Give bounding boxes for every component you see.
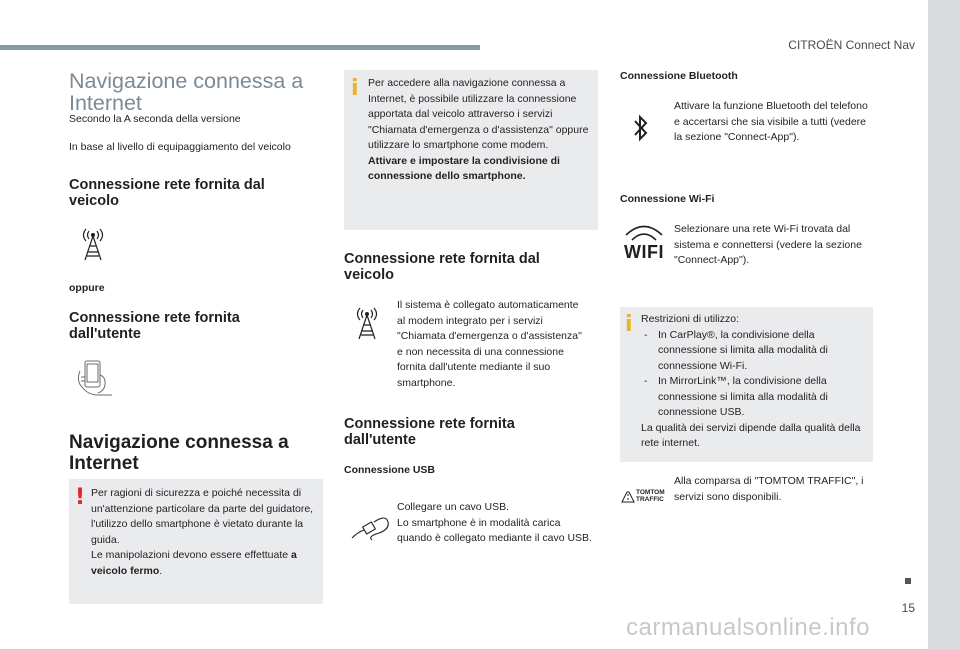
- heading-user-network: Connessione rete fornita dall'utente: [69, 310, 240, 342]
- info-icon: i: [351, 76, 359, 101]
- wifi-text: Selezionare una rete Wi-Fi trovata dal sistema e connettersi (vedere la sezione "Connect-App").: [674, 223, 862, 266]
- info-box-access: [344, 70, 598, 230]
- heading-vehicle-network-2: Connessione rete fornita dal veicolo: [344, 251, 540, 283]
- restrictions-list: [641, 328, 869, 421]
- info-text: Per accedere alla navigazione connessa a Internet, è possibile utilizzare la connessione apportata dal veicolo attraverso i servizi "Chiamata d'emergenza o d'assistenza" oppure utilizzare lo smartphone come modem. Attivare e impostare la condivisione di connessione dello smartphone.: [368, 77, 589, 182]
- header-rule: [0, 45, 480, 50]
- restrictions-content: [641, 312, 869, 452]
- watermark: carmanualsonline.info: [626, 614, 870, 641]
- page-edge-band: [928, 0, 960, 649]
- antenna-icon: [76, 224, 110, 262]
- page-number: 15: [901, 601, 915, 615]
- vehicle-network-text: Il sistema è collegato automaticamente al modem integrato per i servizi "Chiamata d'emergenza o d'assistenza" e non necessita di una connessione fornita dall'utente mediante il suo smartphone.: [397, 299, 582, 389]
- usb-label: Connessione USB: [344, 464, 436, 476]
- info-icon-2: i: [625, 312, 633, 337]
- page-marker: [905, 578, 911, 584]
- bluetooth-label: Connessione Bluetooth: [620, 70, 738, 82]
- warning-box: [69, 479, 323, 604]
- tomtom-text: Alla comparsa di "TOMTOM TRAFFIC", i servizi sono disponibili.: [674, 475, 864, 503]
- info-box-restrictions: [620, 307, 873, 462]
- intro-text: In base al livello di equipaggiamento del veicolo: [69, 141, 291, 153]
- bluetooth-icon: [630, 112, 652, 144]
- list-item: - In CarPlay®, la condivisione della connessione si limita alla modalità di connessione Wi-Fi.: [644, 328, 828, 372]
- antenna-icon-2: [350, 303, 384, 341]
- warning-text: Per ragioni di sicurezza e poiché necessita di un'attenzione particolare da parte del guidatore, l'utilizzo dello smartphone è vietato durante la guida. Le manipolazioni devono essere effettuate a veicolo fermo.: [91, 487, 314, 577]
- heading-user-network-2: Connessione rete fornita dall'utente: [344, 416, 515, 448]
- restrictions-note: La qualità dei servizi dipende dalla qualità della rete internet.: [641, 421, 861, 449]
- wifi-label: Connessione Wi-Fi: [620, 193, 715, 205]
- restrictions-title: Restrizioni di utilizzo:: [641, 313, 740, 325]
- usb-text: Collegare un cavo USB. Lo smartphone è in modalità carica quando è collegato mediante il cavo USB.: [397, 501, 592, 544]
- oppure-label: oppure: [69, 282, 105, 294]
- wifi-icon: [622, 224, 666, 268]
- page-title: Navigazione connessa a Internet: [69, 69, 304, 115]
- usb-cable-icon: [350, 510, 392, 542]
- tomtom-traffic-icon: [621, 487, 667, 507]
- heading-vehicle-network: Connessione rete fornita dal veicolo: [69, 177, 265, 209]
- heading-connected-nav: Navigazione connessa a Internet: [69, 432, 289, 474]
- list-item: - In MirrorLink™, la condivisione della connessione si limita alla modalità di connessione USB.: [644, 375, 828, 418]
- subtitle: Secondo la A seconda della versione: [69, 113, 241, 125]
- smartphone-icon: [72, 355, 118, 401]
- brand-label: CITROËN Connect Nav: [788, 38, 915, 52]
- tomtom-icon-label: TOMTOM TRAFFIC: [636, 489, 665, 503]
- wifi-icon-label: WIFI: [624, 242, 664, 262]
- warning-icon: !: [75, 485, 86, 510]
- bluetooth-text: Attivare la funzione Bluetooth del telefono e accertarsi che sia visibile a tutti (vedere la sezione "Connect-App").: [674, 100, 868, 143]
